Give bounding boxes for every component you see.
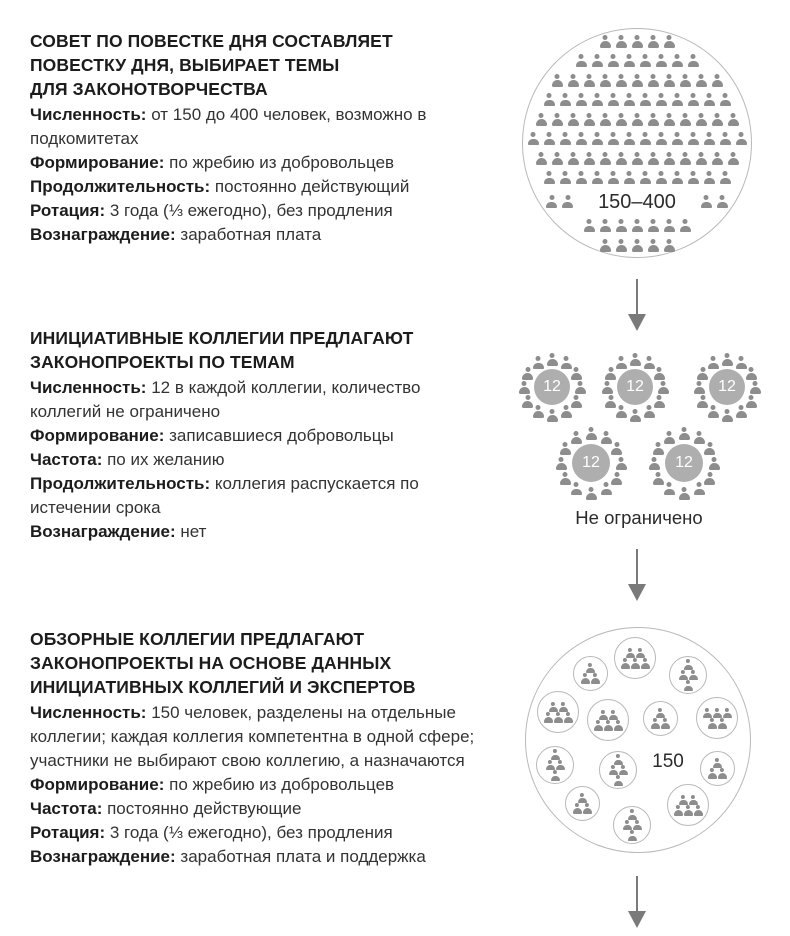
group-row — [684, 680, 693, 691]
attribute-value: 150 человек, разделены на отдельные коллегии; каждая коллегия компетентна в одной сфере; участники не выбирают свою коллегию, а назначаются — [30, 703, 475, 770]
group-row — [679, 670, 698, 681]
review-panel-group — [599, 751, 637, 789]
group-row — [614, 775, 623, 786]
group-row — [594, 720, 623, 731]
panel-count-caption: Не ограничено — [575, 507, 703, 528]
attribute-label: Численность: — [30, 378, 147, 397]
person-icon — [559, 702, 568, 713]
group-row — [609, 765, 628, 776]
person-icon — [631, 658, 640, 669]
group-row — [544, 712, 573, 723]
person-icon — [703, 708, 712, 719]
person-icon — [718, 768, 727, 779]
person-icon — [694, 805, 703, 816]
review-panel-group — [587, 699, 629, 741]
panel-size-badge: 12 — [617, 369, 653, 405]
attribute-label: Продолжительность: — [30, 177, 211, 196]
person-icon — [614, 754, 623, 765]
panel-size-badge: 12 — [665, 444, 703, 482]
person-icon — [674, 805, 683, 816]
group-row — [628, 809, 637, 820]
section-title-line: ДЛЯ ЗАКОНОТВОРЧЕСТВА — [30, 79, 268, 99]
group-row — [581, 673, 600, 684]
attribute-value: по жребию из добровольцев — [169, 153, 395, 172]
attribute-value: 3 года (⅓ ежегодно), без продления — [109, 823, 393, 842]
attribute-value: от 150 до 400 человек, возможно в подкомитетах — [30, 105, 427, 148]
review-panel-group — [700, 751, 735, 786]
group-row — [626, 648, 645, 659]
group-row — [551, 749, 560, 760]
attribute-label: Формирование: — [30, 775, 165, 794]
attribute-label: Продолжительность: — [30, 474, 211, 493]
attribute-label: Формирование: — [30, 426, 165, 445]
person-icon — [718, 718, 727, 729]
review-member-count-label: 150 — [652, 751, 684, 772]
attribute-value: заработная плата — [180, 225, 322, 244]
section-title-line: ОБЗОРНЫЕ КОЛЛЕГИИ ПРЕДЛАГАЮТ — [30, 629, 365, 649]
attribute-value: по их желанию — [107, 450, 225, 469]
attribute-value: 3 года (⅓ ежегодно), без продления — [109, 201, 393, 220]
attribute-label: Формирование: — [30, 153, 165, 172]
section-title-line: ЗАКОНОПРОЕКТЫ НА ОСНОВЕ ДАННЫХ — [30, 653, 392, 673]
section-title-line: ПОВЕСТКУ ДНЯ, ВЫБИРАЕТ ТЕМЫ — [30, 55, 340, 75]
group-row — [713, 758, 722, 769]
group-row — [656, 708, 665, 719]
attribute-value: постоянно действующий — [214, 177, 410, 196]
arrow-line — [636, 876, 638, 911]
person-icon — [633, 820, 642, 831]
person-icon — [628, 830, 637, 841]
person-icon — [628, 809, 637, 820]
person-icon — [651, 718, 660, 729]
group-row — [551, 770, 560, 781]
attribute-label: Вознаграждение: — [30, 847, 176, 866]
section-title-line: ИНИЦИАТИВНЫЕ КОЛЛЕГИИ ПРЕДЛАГАЮТ — [30, 328, 414, 348]
person-icon — [546, 760, 555, 771]
review-panel-group — [565, 786, 600, 821]
person-icon — [594, 720, 603, 731]
attribute-label: Вознаграждение: — [30, 225, 176, 244]
group-row — [679, 795, 698, 806]
person-icon — [551, 770, 560, 781]
person-icon — [544, 712, 553, 723]
group-row — [599, 710, 618, 721]
person-icon — [623, 820, 632, 831]
person-icon — [583, 803, 592, 814]
person-icon — [713, 708, 722, 719]
person-icon — [591, 673, 600, 684]
group-row — [621, 658, 650, 669]
attribute-label: Численность: — [30, 105, 147, 124]
person-icon — [713, 758, 722, 769]
group-row — [586, 663, 595, 674]
person-icon — [614, 775, 623, 786]
group-row — [651, 718, 670, 729]
panel-size-badge: 12 — [534, 369, 570, 405]
person-icon — [661, 718, 670, 729]
person-icon — [614, 720, 623, 731]
flow-arrow-down-icon — [628, 876, 646, 928]
group-row — [684, 659, 693, 670]
review-panel-group — [696, 697, 738, 739]
attribute-value: постоянно действующие — [107, 799, 302, 818]
section-title-line: ЗАКОНОПРОЕКТЫ ПО ТЕМАМ — [30, 352, 295, 372]
person-icon — [549, 702, 558, 713]
attribute-value: коллегия распускается по истечении срока — [30, 474, 419, 517]
person-icon — [604, 720, 613, 731]
review-panel-group — [614, 637, 656, 679]
person-icon — [556, 760, 565, 771]
person-icon — [684, 680, 693, 691]
person-icon — [679, 795, 688, 806]
group-row — [703, 708, 732, 719]
person-icon — [581, 673, 590, 684]
person-icon — [599, 710, 608, 721]
person-icon — [641, 658, 650, 669]
person-icon — [626, 648, 635, 659]
person-icon — [708, 718, 717, 729]
attribute-value: 12 в каждой коллегии, количество коллегий не ограничено — [30, 378, 421, 421]
attribute-label: Численность: — [30, 703, 147, 722]
attribute-value: нет — [180, 522, 207, 541]
person-icon — [619, 765, 628, 776]
review-panel-group — [643, 701, 678, 736]
attribute-label: Ротация: — [30, 201, 106, 220]
person-icon — [586, 663, 595, 674]
group-row — [623, 820, 642, 831]
group-row — [578, 793, 587, 804]
person-icon — [609, 765, 618, 776]
attribute-label: Частота: — [30, 799, 103, 818]
arrow-head — [628, 911, 646, 928]
group-row — [628, 830, 637, 841]
review-panel-group — [667, 784, 709, 826]
review-panel-group — [669, 656, 707, 694]
panel-size-badge: 12 — [709, 369, 745, 405]
section-title-line: ИНИЦИАТИВНЫХ КОЛЛЕГИЙ И ЭКСПЕРТОВ — [30, 677, 416, 697]
attribute-value: по жребию из добровольцев — [169, 775, 395, 794]
person-icon — [578, 793, 587, 804]
person-icon — [723, 708, 732, 719]
person-icon — [689, 670, 698, 681]
group-row — [549, 702, 568, 713]
review-panel-group — [536, 746, 574, 784]
person-icon — [684, 659, 693, 670]
person-icon — [551, 749, 560, 760]
person-icon — [554, 712, 563, 723]
review-panel-group — [573, 656, 608, 691]
review-panel-group — [537, 691, 579, 733]
attribute-value: заработная плата и поддержка — [180, 847, 426, 866]
group-row — [708, 718, 727, 729]
person-icon — [679, 670, 688, 681]
attribute-label: Вознаграждение: — [30, 522, 176, 541]
attribute-value: записавшиеся добровольцы — [169, 426, 394, 445]
person-icon — [573, 803, 582, 814]
group-row — [708, 768, 727, 779]
attribute-label: Ротация: — [30, 823, 106, 842]
person-icon — [564, 712, 573, 723]
section-title-line: СОВЕТ ПО ПОВЕСТКЕ ДНЯ СОСТАВЛЯЕТ — [30, 31, 393, 51]
person-icon — [708, 768, 717, 779]
person-icon — [636, 648, 645, 659]
group-row — [614, 754, 623, 765]
panel-size-badge: 12 — [572, 444, 610, 482]
person-icon — [689, 795, 698, 806]
group-row — [674, 805, 703, 816]
review-panel-group — [613, 806, 651, 844]
person-icon — [656, 708, 665, 719]
group-row — [573, 803, 592, 814]
group-row — [546, 760, 565, 771]
person-icon — [621, 658, 630, 669]
member-count-label: 150–400 — [598, 190, 676, 213]
person-icon — [609, 710, 618, 721]
attribute-label: Частота: — [30, 450, 103, 469]
person-icon — [684, 805, 693, 816]
